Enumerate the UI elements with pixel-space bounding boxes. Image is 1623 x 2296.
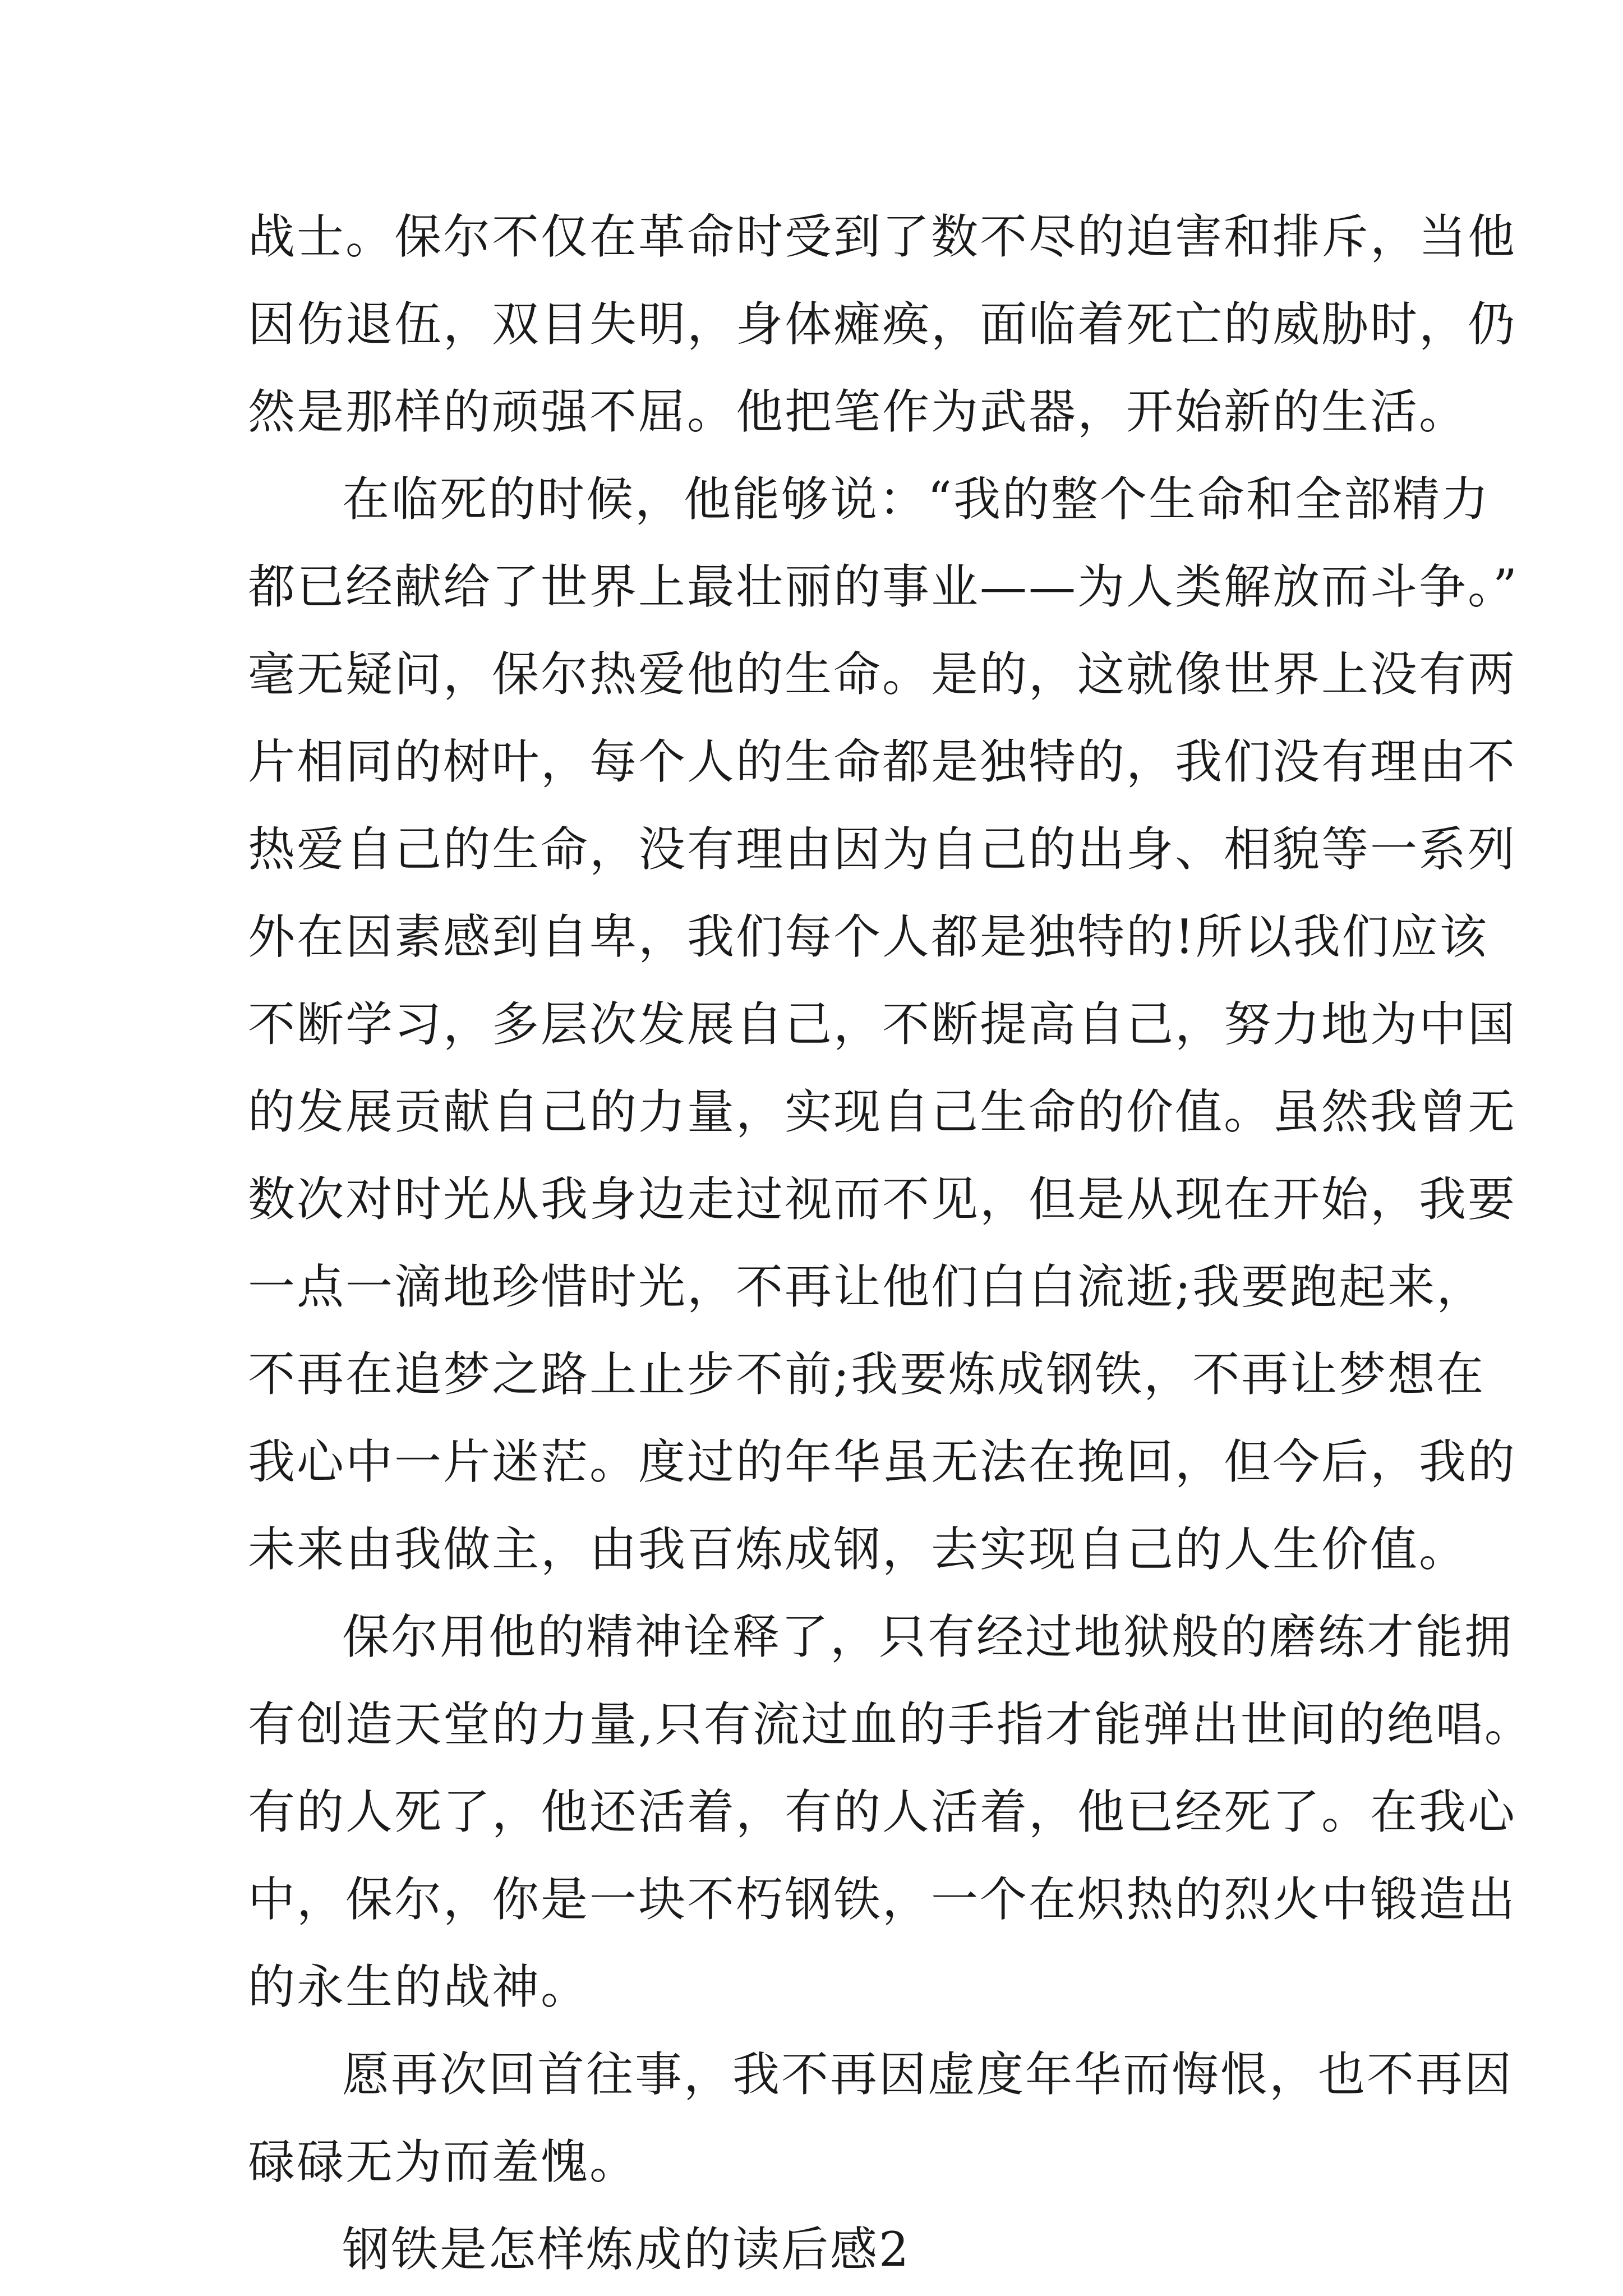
text-line: 因伤退伍，双目失明，身体瘫痪，面临着死亡的威胁时，仍 (248, 297, 1517, 352)
paragraph-5-heading (248, 2206, 1386, 2293)
text-line: 片相同的树叶，每个人的生命都是独特的，我们没有理由不 (248, 734, 1517, 789)
paragraph-4 (248, 2031, 1514, 2206)
text-line: 中，保尔，你是一块不朽钢铁，一个在炽热的烈火中锻造出 (248, 1872, 1517, 1927)
text-line: 不再在追梦之路上止步不前;我要炼成钢铁，不再让梦想在 (248, 1347, 1486, 1402)
text-line: 未来由我做主，由我百炼成钢，去实现自己的人生价值。 (248, 1522, 1468, 1577)
document-body (248, 193, 1533, 2293)
paragraph-3 (248, 1593, 1533, 2031)
text-line: 一点一滴地珍惜时光，不再让他们白白流逝;我要跑起来， (248, 1259, 1486, 1314)
text-line: 战士。保尔不仅在革命时受到了数不尽的迫害和排斥，当他 (248, 209, 1517, 264)
paragraph-2 (248, 455, 1519, 1593)
text-line: 外在因素感到自卑，我们每个人都是独特的!所以我们应该 (248, 909, 1488, 964)
text-line: 愿再次回首往事，我不再因虚度年华而悔恨，也不再因 (342, 2047, 1514, 2102)
section-heading: 钢铁是怎样炼成的读后感2 (342, 2222, 911, 2277)
text-line: 热爱自己的生命，没有理由因为自己的出身、相貌等一系列 (248, 822, 1517, 877)
paragraph-1 (248, 193, 1517, 455)
text-line: 在临死的时候，他能够说：“我的整个生命和全部精力 (342, 472, 1490, 527)
text-line: 的永生的战神。 (248, 1959, 590, 2014)
text-line: 毫无疑问，保尔热爱他的生命。是的，这就像世界上没有两 (248, 647, 1517, 702)
text-line: 不断学习，多层次发展自己，不断提高自己，努力地为中国 (248, 997, 1517, 1052)
text-line: 保尔用他的精神诠释了，只有经过地狱般的磨练才能拥 (342, 1609, 1514, 1664)
text-line: 的发展贡献自己的力量，实现自己生命的价值。虽然我曾无 (248, 1084, 1517, 1139)
text-line: 都已经献给了世界上最壮丽的事业——为人类解放而斗争。” (248, 559, 1519, 614)
text-line: 碌碌无为而羞愧。 (248, 2134, 639, 2189)
text-line: 有的人死了，他还活着，有的人活着，他已经死了。在我心 (248, 1784, 1517, 1839)
text-line: 然是那样的顽强不屈。他把笔作为武器，开始新的生活。 (248, 384, 1468, 439)
text-line: 我心中一片迷茫。度过的年华虽无法在挽回，但今后，我的 (248, 1434, 1517, 1489)
text-line: 有创造天堂的力量,只有流过血的手指才能弹出世间的绝唱。 (248, 1697, 1533, 1752)
text-line: 数次对时光从我身边走过视而不见，但是从现在开始，我要 (248, 1172, 1517, 1227)
